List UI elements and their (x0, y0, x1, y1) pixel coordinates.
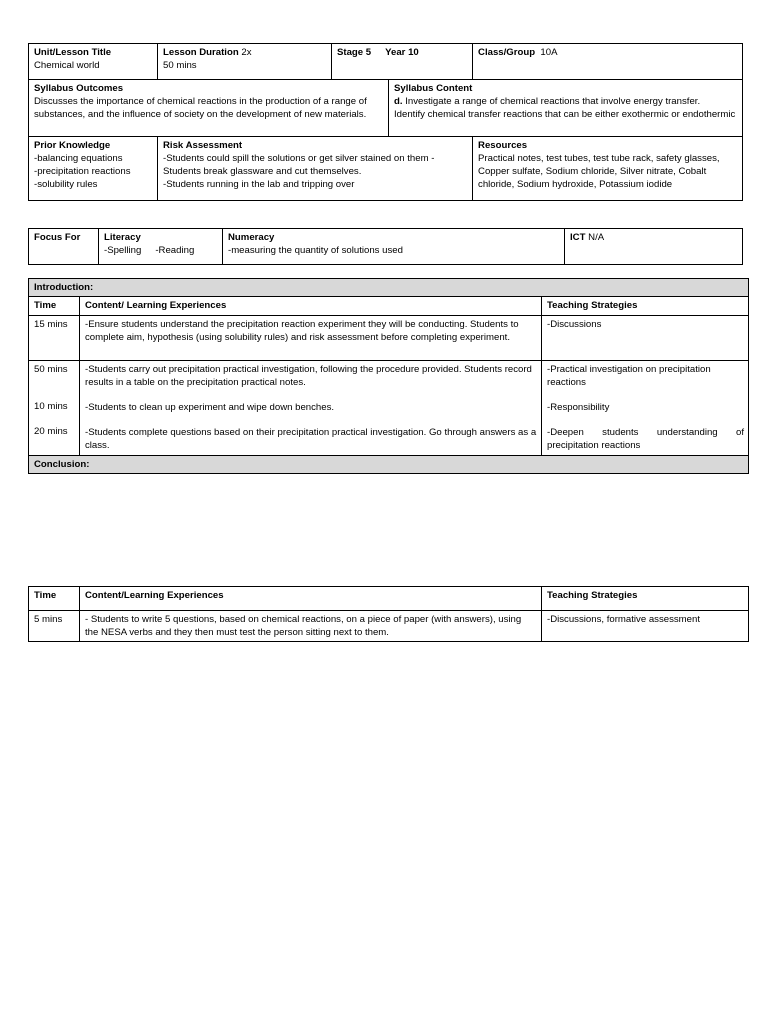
class-value: 10A (540, 47, 558, 58)
numeracy-label: Numeracy (228, 232, 275, 243)
literacy-spelling: -Spelling (104, 245, 142, 256)
prior-item: -balancing equations (34, 153, 123, 164)
syllabus-content-code: d. (394, 96, 403, 107)
risk-item: -Students running in the lab and tripping over (163, 179, 355, 190)
conclusion-col-time: Time (29, 587, 80, 611)
focus-table (28, 228, 743, 265)
outcomes-cell (29, 80, 389, 137)
prior-item: -solubility rules (34, 179, 98, 190)
syllabus-content-cell (389, 80, 743, 137)
literacy-cell (99, 229, 223, 265)
risk-item: -Students could spill the solutions or get silver stained on them - (163, 153, 435, 164)
duration-cell (158, 44, 332, 80)
intro-col-strategies: Teaching Strategies (542, 297, 749, 316)
row-content-group (80, 361, 542, 456)
stage-year-cell (332, 44, 473, 80)
duration-label: Lesson Duration (163, 47, 239, 58)
unit-cell (29, 44, 158, 80)
numeracy-value: -measuring the quantity of solutions used (228, 245, 403, 256)
duration-suffix: 2x (241, 47, 252, 58)
lesson-header-table (28, 43, 743, 201)
row-time: 10 mins (34, 401, 68, 412)
table-row (29, 611, 749, 642)
introduction-title: Introduction: (29, 279, 749, 297)
ict-value: N/A (588, 232, 605, 243)
row-content: -Students carry out precipitation practical investigation, following the procedure provided. Students record results in a table on the precipitation practical notes. (85, 364, 532, 388)
class-label: Class/Group (478, 47, 536, 58)
resources-cell (473, 137, 743, 201)
class-cell (473, 44, 743, 80)
conclusion-col-strategies: Teaching Strategies (542, 587, 749, 611)
row-content: - Students to write 5 questions, based on chemical reactions, on a piece of paper (with answers), using the NESA verbs and they then must test the person sitting next to them. (80, 611, 542, 642)
row-time: 15 mins (29, 316, 80, 361)
row-strategy-group (542, 361, 749, 456)
outcomes-text: Discusses the importance of chemical reactions in the production of a range of substances, and the influence of society on the development of new materials. (34, 96, 367, 120)
conclusion-table (28, 586, 749, 642)
introduction-table (28, 278, 749, 474)
conclusion-col-content: Content/Learning Experiences (80, 587, 542, 611)
row-strategy: -Deepen students understanding of (547, 427, 745, 438)
resources-text: Practical notes, test tubes, test tube rack, safety glasses, Copper sulfate, Sodium chloride, Silver nitrate, Cobalt chloride, Sodium hydroxide, Potassium iodide (478, 153, 720, 190)
syllabus-content-label: Syllabus Content (394, 83, 473, 94)
literacy-reading: -Reading (155, 245, 195, 256)
table-row (29, 316, 749, 361)
row-strategy: -Discussions (542, 316, 749, 361)
syllabus-content-text2: Identify chemical transfer reactions that can be either exothermic or endothermic (394, 109, 736, 120)
row-strategy: -Responsibility (547, 402, 610, 413)
syllabus-content-text1: Investigate a range of chemical reactions that involve energy transfer. (405, 96, 701, 107)
row-time-group (29, 361, 80, 456)
prior-knowledge-cell (29, 137, 158, 201)
conclusion-title: Conclusion: (29, 456, 749, 474)
numeracy-cell (223, 229, 565, 265)
resources-label: Resources (478, 140, 528, 151)
row-strategy: -Practical investigation on precipitation reactions (547, 364, 711, 388)
outcomes-label: Syllabus Outcomes (34, 83, 124, 94)
risk-assessment-cell (158, 137, 473, 201)
risk-assessment-label: Risk Assessment (163, 140, 243, 151)
stage-label: Stage 5 (337, 47, 372, 58)
row-time: 50 mins (34, 364, 68, 375)
row-time: 5 mins (29, 611, 80, 642)
duration-value: 50 mins (163, 60, 197, 71)
intro-col-time: Time (29, 297, 80, 316)
row-strategy: precipitation reactions (547, 440, 641, 451)
row-time: 20 mins (34, 426, 68, 437)
unit-label: Unit/Lesson Title (34, 47, 112, 58)
prior-knowledge-label: Prior Knowledge (34, 140, 111, 151)
row-content: -Students complete questions based on their precipitation practical investigation. Go through answers as a class. (85, 427, 537, 451)
year-label: Year 10 (385, 47, 419, 58)
row-content: -Students to clean up experiment and wipe down benches. (85, 402, 335, 413)
ict-cell (565, 229, 743, 265)
row-strategy: -Discussions, formative assessment (542, 611, 749, 642)
literacy-label: Literacy (104, 232, 141, 243)
row-content: -Ensure students understand the precipitation reaction experiment they will be conducting. Students to complete aim, hypothesis (using solubility rules) and risk assessment before completing experiment. (80, 316, 542, 361)
ict-label: ICT (570, 232, 586, 243)
intro-col-content: Content/ Learning Experiences (80, 297, 542, 316)
risk-item: Students break glassware and cut themselves. (163, 166, 362, 177)
table-row (29, 361, 749, 456)
unit-value: Chemical world (34, 60, 100, 71)
prior-item: -precipitation reactions (34, 166, 131, 177)
focus-label: Focus For (29, 229, 99, 265)
